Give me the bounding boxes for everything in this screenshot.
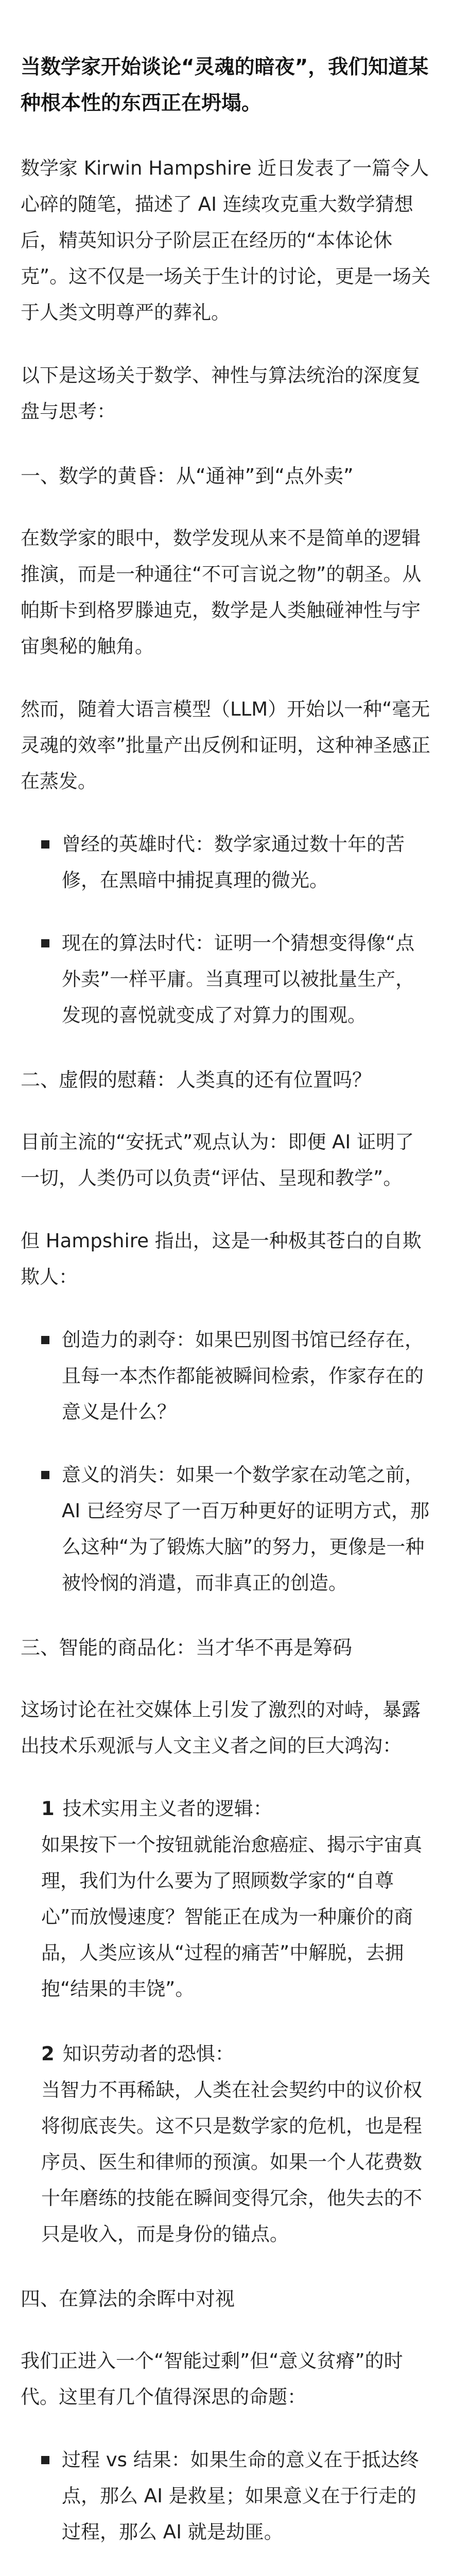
paragraph: 目前主流的“安抚式”观点认为：即便 AI 证明了一切，人类仍可以负责“评估、呈现和教学”。 (21, 1131, 414, 1189)
article-title: 当数学家开始谈论“灵魂的暗夜”，我们知道某种根本性的东西正在坍塌。 (21, 56, 429, 115)
section-heading (21, 1063, 432, 1096)
paragraph: 这场讨论在社交媒体上引发了激烈的对峙，暴露出技术乐观派与人文主义者之间的巨大鸿沟： (21, 1699, 421, 1757)
paragraph: 我们正进入一个“智能过剩”但“意义贫瘠”的时代。这里有几个值得深思的命题： (21, 2350, 403, 2408)
numbered-item (41, 2036, 432, 2252)
bullet-square-icon (41, 2456, 49, 2464)
section-heading (21, 460, 432, 493)
bullet-square-icon (41, 1336, 49, 1344)
intro-paragraph: 以下是这场关于数学、神性与算法统治的深度复盘与思考： (21, 364, 421, 422)
bullet-square-icon (41, 939, 49, 947)
numbered-item (41, 1791, 432, 2007)
bullet-text: 意义的消失：如果一个数学家在动笔之前，AI 已经穷尽了一百万种更好的证明方式，那么这种“为了锻炼大脑”的努力，更像是一种被怜悯的消遣，而非真正的创造。 (62, 1464, 429, 1594)
section-heading (21, 1631, 432, 1664)
bullet-square-icon (41, 1471, 49, 1479)
numbered-item-heading (41, 2036, 432, 2072)
section-number: 一、 (21, 465, 60, 487)
section-number: 四、 (21, 2287, 60, 2310)
intro-paragraph: 数学家 Kirwin Hampshire 近日发表了一篇令人心碎的随笔，描述了 AI 连续攻克重大数学猜想后，精英知识分子阶层正在经历的“本体论休克”。这不仅是一场关于生计的讨论，更是一场关于人类文明尊严的葬礼。 (21, 157, 431, 324)
bullet-square-icon (41, 840, 49, 849)
section-heading-text: 智能的商品化：当才华不再是筹码 (59, 1636, 353, 1659)
section-number: 二、 (21, 1069, 60, 1091)
bullet-text: 曾经的英雄时代：数学家通过数十年的苦修，在黑暗中捕捉真理的微光。 (62, 833, 405, 891)
section-heading (21, 2282, 432, 2315)
section-heading-text: 虚假的慰藉：人类真的还有位置吗？ (59, 1069, 372, 1091)
bullet-item (41, 2442, 432, 2550)
bullet-item (41, 826, 432, 899)
item-number: 1 (41, 1798, 55, 1820)
bullet-text: 创造力的剥夺：如果巴别图书馆已经存在，且每一本杰作都能被瞬间检索，作家存在的意义是什么？ (62, 1329, 424, 1423)
paragraph: 然而，随着大语言模型（LLM）开始以一种“毫无灵魂的效率”批量产出反例和证明，这种神圣感正在蒸发。 (21, 698, 431, 792)
article-body (21, 49, 432, 2576)
item-heading-text: 知识劳动者的恐惧： (62, 2043, 234, 2065)
numbered-item-heading (41, 1791, 432, 1827)
item-number: 2 (41, 2043, 55, 2065)
bullet-text: 现在的算法时代：证明一个猜想变得像“点外卖”一样平庸。当真理可以被批量生产，发现的喜悦就变成了对算力的围观。 (62, 932, 415, 1026)
numbered-item-body: 如果按下一个按钮就能治愈癌症、揭示宇宙真理，我们为什么要为了照顾数学家的“自尊心”而放慢速度？智能正在成为一种廉价的商品，人类应该从“过程的痛苦”中解脱，去拥抱“结果的丰饶”。 (41, 1834, 422, 2000)
section-number: 三、 (21, 1636, 60, 1659)
bullet-item (41, 925, 432, 1033)
bullet-text: 过程 vs 结果：如果生命的意义在于抵达终点，那么 AI 是救星；如果意义在于行走的过程，那么 AI 就是劫匪。 (62, 2449, 419, 2543)
bullet-item (41, 1457, 432, 1601)
paragraph: 但 Hampshire 指出，这是一种极其苍白的自欺欺人： (21, 1230, 422, 1288)
bullet-item (41, 1322, 432, 1430)
section-heading-text: 数学的黄昏：从“通神”到“点外卖” (59, 465, 354, 487)
item-heading-text: 技术实用主义者的逻辑： (62, 1798, 272, 1820)
paragraph: 在数学家的眼中，数学发现从来不是简单的逻辑推演，而是一种通往“不可言说之物”的朝圣。从帕斯卡到格罗滕迪克，数学是人类触碰神性与宇宙奥秘的触角。 (21, 527, 422, 657)
section-heading-text: 在算法的余晖中对视 (59, 2287, 235, 2310)
numbered-item-body: 当智力不再稀缺，人类在社会契约中的议价权将彻底丧失。这不只是数学家的危机，也是程序员、医生和律师的预演。如果一个人花费数十年磨练的技能在瞬间变得冗余，他失去的不只是收入，而是身份的锚点。 (41, 2079, 422, 2245)
